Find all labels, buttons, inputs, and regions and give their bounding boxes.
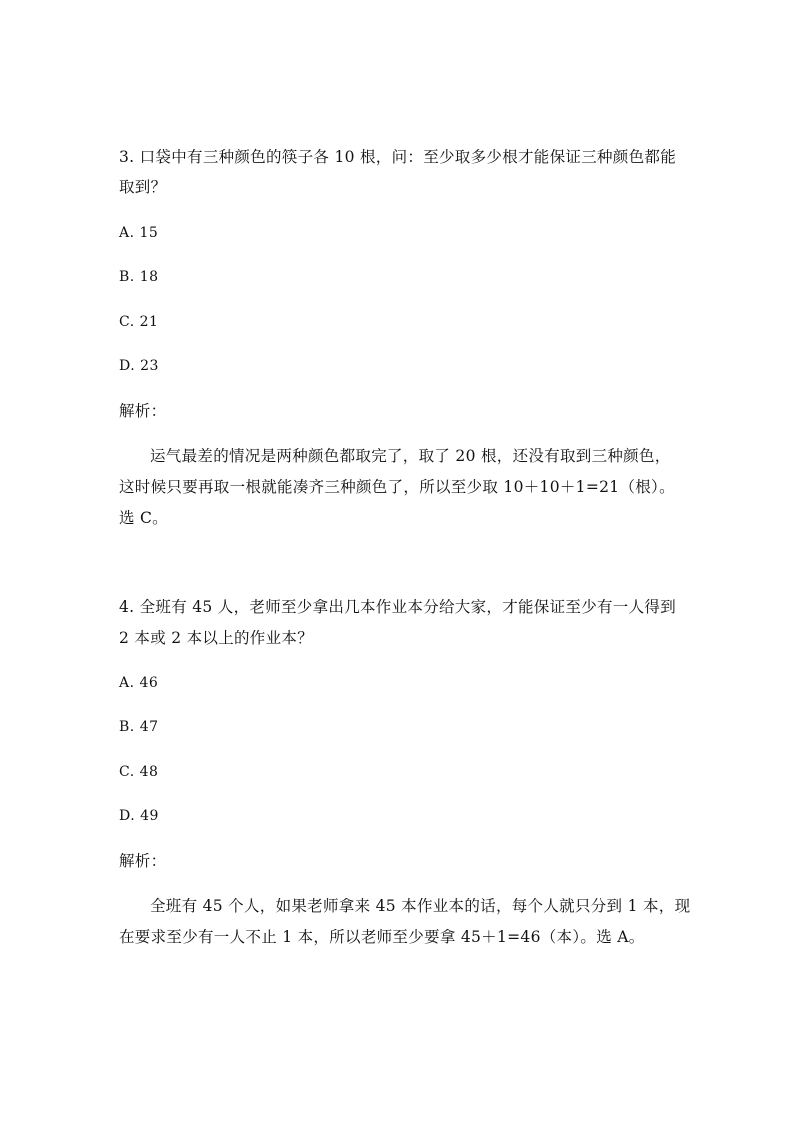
question-3-option-c: C. 21 <box>119 314 159 330</box>
question-3-analysis-label: 解析： <box>119 402 167 420</box>
question-3-option-d: D. 23 <box>119 358 159 374</box>
question-3-analysis-line-1: 运气最差的情况是两种颜色都取完了，取了 20 根，还没有取到三种颜色， <box>150 447 671 465</box>
question-3-analysis-line-3: 选 C。 <box>119 509 168 527</box>
question-3-stem-line-2: 取到？ <box>119 178 167 196</box>
question-4-analysis-label: 解析： <box>119 852 167 870</box>
question-4-option-b: B. 47 <box>119 719 159 735</box>
question-4-analysis-line-2: 在要求至少有一人不止 1 本，所以老师至少要拿 45＋1=46（本）。选 A。 <box>119 928 645 946</box>
question-3-option-b: B. 18 <box>119 269 159 285</box>
question-3-analysis-line-2: 这时候只要再取一根就能凑齐三种颜色了，所以至少取 10＋10＋1=21（根）。 <box>119 478 675 496</box>
question-4-stem-line-1: 4. 全班有 45 人，老师至少拿出几本作业本分给大家，才能保证至少有一人得到 <box>119 598 676 616</box>
question-4-option-c: C. 48 <box>119 764 159 780</box>
question-4-analysis-line-1: 全班有 45 个人，如果老师拿来 45 本作业本的话，每个人就只分到 1 本，现 <box>150 897 691 915</box>
question-3-option-a: A. 15 <box>119 225 159 241</box>
question-4-option-d: D. 49 <box>119 808 159 824</box>
question-3-stem-line-1: 3. 口袋中有三种颜色的筷子各 10 根，问：至少取多少根才能保证三种颜色都能 <box>119 148 676 166</box>
question-4-stem-line-2: 2 本或 2 本以上的作业本？ <box>119 629 314 647</box>
question-4-option-a: A. 46 <box>119 675 159 691</box>
